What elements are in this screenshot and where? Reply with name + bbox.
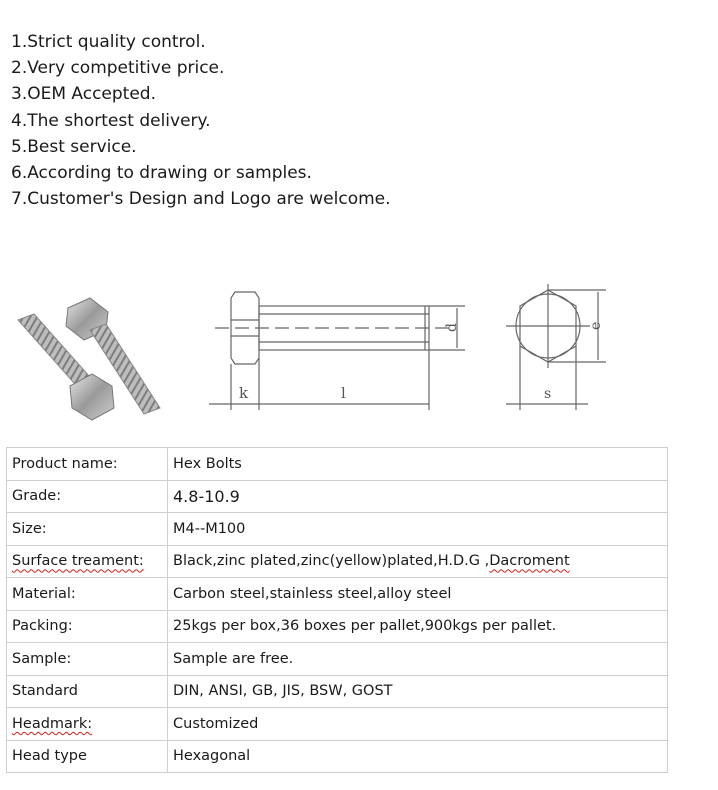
feature-item: 6.According to drawing or samples.: [11, 162, 312, 183]
row-value: 25kgs per box,36 boxes per pallet,900kgs per pallet.: [168, 610, 668, 643]
feature-list: [11, 29, 391, 212]
dim-e-label: e: [588, 321, 604, 330]
feature-item: 4.The shortest delivery.: [11, 110, 211, 131]
hex-bolts-photo: [10, 290, 170, 430]
feature-item: 5.Best service.: [11, 136, 137, 157]
dim-k-label: k: [239, 384, 249, 402]
row-value: DIN, ANSI, GB, JIS, BSW, GOST: [168, 675, 668, 708]
row-value: Hexagonal: [168, 740, 668, 773]
feature-item: 3.OEM Accepted.: [11, 84, 157, 105]
row-label: Sample:: [7, 643, 168, 676]
row-value-underlined: Dacroment: [489, 553, 570, 570]
feature-item: 1.Strict quality control.: [11, 32, 206, 52]
row-label: Grade:: [7, 480, 168, 513]
row-value: [168, 545, 668, 578]
row-label: Material:: [7, 578, 168, 611]
product-figures: [10, 270, 610, 420]
row-label: Packing:: [7, 610, 168, 643]
row-value-text: Black,zinc plated,zinc(yellow)plated,H.D.G ,: [173, 553, 490, 570]
row-label: Size:: [7, 513, 168, 546]
table-row: [7, 643, 668, 676]
row-label-text: Surface treament:: [12, 553, 144, 570]
table-row: [7, 513, 668, 546]
row-label: Head type: [7, 740, 168, 773]
row-label: Product name:: [7, 448, 168, 481]
dim-l-label: l: [341, 384, 346, 402]
row-label-text: Headmark:: [12, 715, 93, 732]
row-value: Carbon steel,stainless steel,alloy steel: [168, 578, 668, 611]
row-value: M4--M100: [168, 513, 668, 546]
dim-d-label: d: [444, 323, 460, 332]
row-value: Hex Bolts: [168, 448, 668, 481]
table-row: [7, 448, 668, 481]
spec-table: [6, 447, 668, 773]
table-row: [7, 740, 668, 773]
row-label: Standard: [7, 675, 168, 708]
table-row: [7, 578, 668, 611]
row-value: Customized: [168, 708, 668, 741]
row-value: Sample are free.: [168, 643, 668, 676]
row-label: [7, 545, 168, 578]
bolt-top-drawing: [492, 270, 612, 420]
table-row: [7, 545, 668, 578]
row-value: 4.8-10.9: [168, 480, 668, 513]
table-row: [7, 708, 668, 741]
table-row: [7, 610, 668, 643]
table-row: [7, 480, 668, 513]
feature-item: 2.Very competitive price.: [11, 58, 225, 79]
dim-s-label: s: [544, 386, 552, 402]
bolt-side-drawing: [195, 270, 465, 420]
feature-item: 7.Customer's Design and Logo are welcome.: [11, 189, 391, 210]
table-row: [7, 675, 668, 708]
row-label: [7, 708, 168, 741]
